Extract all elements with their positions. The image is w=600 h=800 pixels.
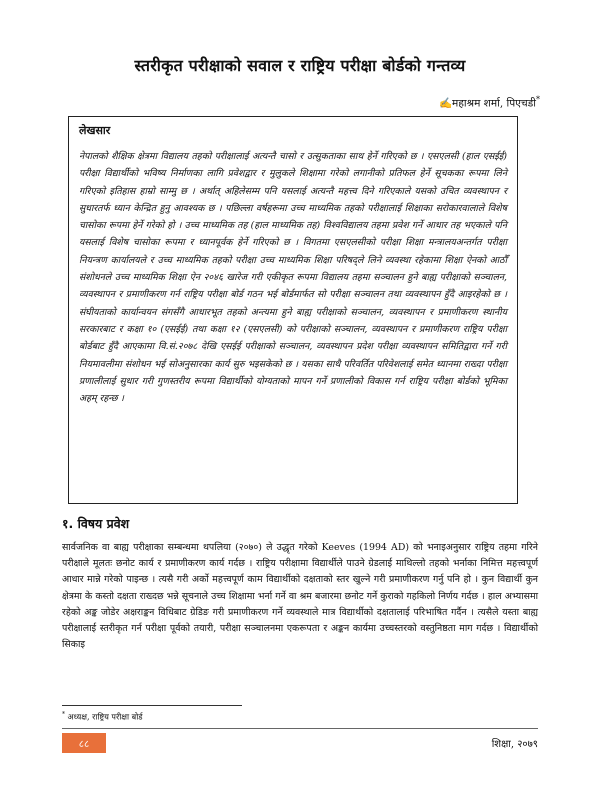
author-name: ✍महाश्रम शर्मा, पिएचडी — [438, 97, 536, 110]
author-line — [439, 95, 540, 111]
abstract-text: नेपालको शैक्षिक क्षेत्रमा विद्यालय तहको परीक्षालाई अत्यन्तै चासो र उत्सुकताका साथ हेर्ने गरिएको छ । एसएलसी (हाल एसईई) परीक्षा विद्यार्थीको भविष्य निर्माणका लागि प्रवेशद्वार र मुलुकले शिक्षामा गरेको लगानीको प्रतिफल हेर्ने सूचकका रूपमा लिने गरिएको इतिहास हाम्रो साम्मु छ । अर्थात् अहिलेसम्म पनि यसलाई अत्यन्तै महत्त्व दिने गरिएकाले यसको उचित व्यवस्थापन र सुधारतर्फ ध्यान केन्द्रित हुनु आवश्यक छ । पछिल्ला वर्षहरूमा उच्च माध्यमिक तहको परीक्षालाई शिक्षाका सरोकारवालाले विशेष चासोका रूपमा हेर्ने गरेको हो । उच्च माध्यमिक तह (हाल माध्यमिक तह) विश्वविद्यालय तहमा प्रवेश गर्ने आधार तह भएकाले पनि यसलाई विशेष चासोका रूपमा र ध्यानपूर्वक हेर्ने गरिएको छ । विगतमा एसएलसीको परीक्षा शिक्षा मन्त्रालयअन्तर्गत परीक्षा नियन्त्रण कार्यालयले र उच्च माध्यमिक तहको परीक्षा उच्च माध्यमिक शिक्षा परिषद्ले लिने व्यवस्था रहेकामा शिक्षा ऐनको आठौँ संशोधनले उच्च माध्यमिक शिक्षा ऐन २०४६ खारेज गरी एकीकृत रूपमा विद्यालय तहमा सञ्चालन हुने बाह्य परीक्षाको सञ्चालन, व्यवस्थापन र प्रमाणीकरण गर्न राष्ट्रिय परीक्षा बोर्ड गठन भई बोर्डमार्फत सो परीक्षा सञ्चालन तथा व्यवस्थापन हुँदै आइरहेको छ । संघीयताको कार्यान्वयन संगसँगै आधारभूत तहको अन्त्यमा हुने बाह्य परीक्षाको सञ्चालन, व्यवस्थापन र प्रमाणीकरण स्थानीय सरकारबाट र कक्षा १० (एसईई) तथा कक्षा १२ (एसएलसी) को परीक्षाको सञ्चालन, व्यवस्थापन र प्रमाणीकरण राष्ट्रिय परीक्षा बोर्डबाट हुँदै आएकामा वि.सं.२०७८ देखि एसईई परीक्षाको सञ्चालन, व्यवस्थापन प्रदेश परीक्षा व्यवस्थापन समितिद्वारा गर्ने गरी नियमावलीमा संशोधन भई सोअनुसारका कार्य सुरु भइसकेको छ । यसका साथै परिवर्तित परिवेशलाई समेत ध्यानमा राख्दा परीक्षा प्रणालीलाई सुधार गरी गुणस्तरीय रूपमा विद्यार्थीको योग्यताको मापन गर्ने प्रणालीको विकास गर्न राष्ट्रिय परीक्षा बोर्डको भूमिका अहम् रहन्छ । — [79, 151, 507, 405]
footer-divider — [62, 728, 538, 729]
section-heading: १. विषय प्रवेश — [62, 516, 130, 531]
footnote-divider — [62, 705, 242, 706]
abstract-heading: लेखसार — [79, 124, 111, 137]
footnote — [62, 711, 143, 723]
footnote-text: अध्यक्ष, राष्ट्रिय परीक्षा बोर्ड — [67, 712, 143, 722]
journal-label: शिक्षा, २०७९ — [491, 739, 538, 750]
abstract-box — [68, 116, 518, 504]
author-footnote-marker: * — [536, 95, 540, 104]
article-title: स्तरीकृत परीक्षाको सवाल र राष्ट्रिय परीक्षा बोर्डको गन्तव्य — [134, 56, 466, 75]
section-body-text: सार्वजनिक वा बाह्य परीक्षाका सम्बन्धमा थपलिया (२०७०) ले उद्धृत गरेको Keeves (1994 AD) को भनाइअनुसार राष्ट्रिय तहमा गरिने परीक्षाले मूलतः छनोट कार्य र प्रमाणीकरण कार्य गर्दछ । राष्ट्रिय परीक्षामा विद्यार्थीले पाउने ग्रेडलाई माथिल्लो तहको भर्नाका निमित्त महत्त्वपूर्ण आधार मान्ने गरेको पाइन्छ । त्यसै गरी अर्को महत्त्वपूर्ण काम विद्यार्थीको दक्षताको स्तर खुल्ने गरी प्रमाणीकरण गर्नु पनि हो । कुन विद्यार्थी कुन क्षेत्रमा के कस्तो दक्षता राख्दछ भन्ने सूचनाले उच्च शिक्षामा भर्ना गर्ने वा श्रम बजारमा छनोट गर्ने कुराको गहकिलो निर्णय गर्दछ । हाल अभ्यासमा रहेको अङ्क जोडेर अक्षराङ्कन विधिबाट ग्रेडिङ गरी प्रमाणीकरण गर्ने व्यवस्थाले मात्र विद्यार्थीको दक्षतालाई परिभाषित गर्दैन । त्यसैले यस्ता बाह्य परीक्षालाई स्तरीकृत गर्न परीक्षा पूर्वको तयारी, परीक्षा सञ्चालनमा एकरूपता र अङ्कन कार्यमा उच्चस्तरको वस्तुनिष्ठता माग गर्दछ । विद्यार्थीको सिकाइ — [62, 542, 538, 651]
page-number: ८८ — [62, 733, 106, 753]
footnote-marker: * — [62, 711, 65, 718]
